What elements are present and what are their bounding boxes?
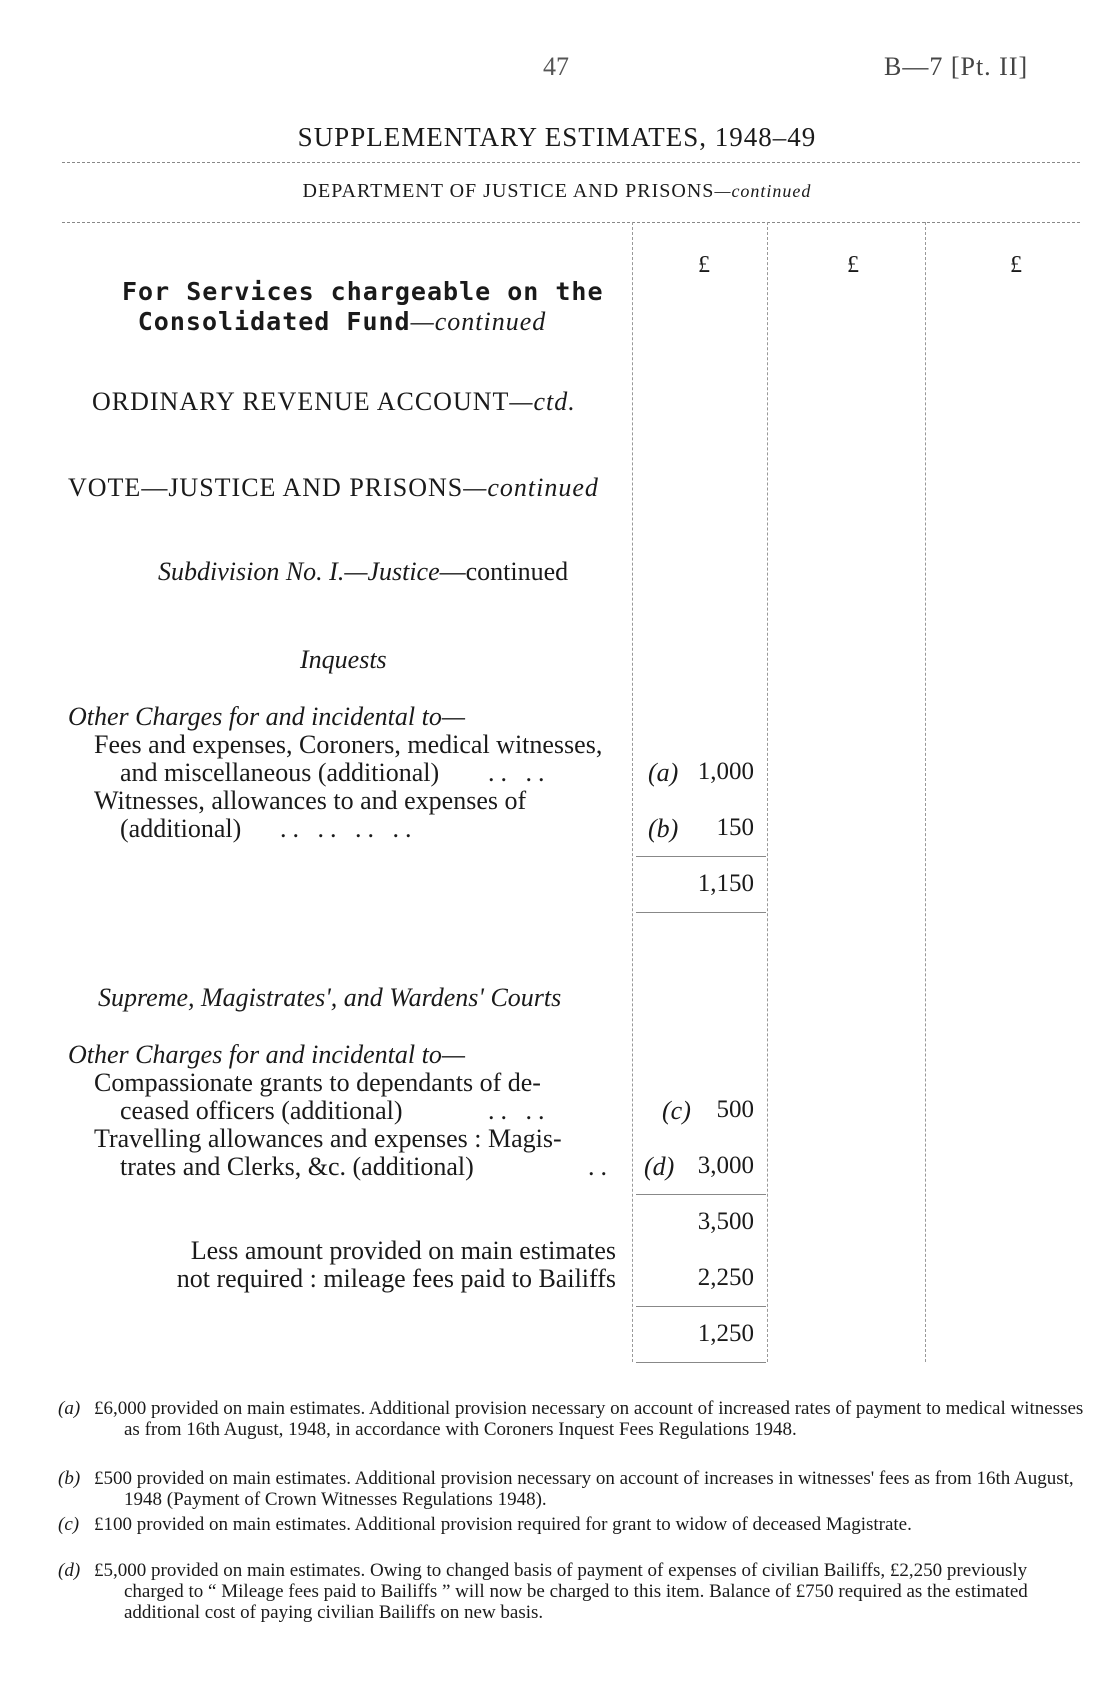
courts-item1-leaders: .. .. <box>488 1096 551 1125</box>
inquests-item2-amount: 150 <box>716 814 754 841</box>
department-suffix: —continued <box>714 181 812 201</box>
courts-total: 1,250 <box>697 1320 754 1347</box>
footnote-b <box>58 1468 1088 1510</box>
inquests-item1-ref: (a) <box>648 758 679 787</box>
column-divider-1 <box>632 222 633 1362</box>
courts-item1-ref: (c) <box>662 1096 691 1125</box>
inquests-item2-leaders: .. .. .. .. <box>280 814 418 843</box>
footnote-text: £500 provided on main estimates. Additional provision necessary on account of increases in witnesses' fees as from 16th August, 1948 (Payment of Crown Witnesses Regulations 1948). <box>94 1468 1074 1510</box>
inquests-item2-ref: (b) <box>648 814 679 843</box>
department-title <box>0 180 1114 203</box>
vote-name: VOTE—JUSTICE AND PRISONS <box>68 473 464 502</box>
column-divider-3 <box>925 222 926 1362</box>
footnote-text: £6,000 provided on main estimates. Additional provision necessary on account of increased rates of payment to medical witnesses as from 16th August, 1948, in accordance with Coroners Inquest Fees Regulations 1948. <box>94 1398 1084 1440</box>
courts-less-line2: not required : mileage fees paid to Bailiffs <box>176 1264 616 1293</box>
footnote-label: (b) <box>58 1468 81 1489</box>
footnote-a <box>58 1398 1088 1440</box>
inquests-total-underline <box>636 912 766 913</box>
courts-total-underline <box>636 1362 766 1363</box>
inquests-item1-amount: 1,000 <box>697 758 754 785</box>
inquests-item1-leaders: .. .. <box>488 758 551 787</box>
courts-item2-amount: 3,000 <box>697 1152 754 1179</box>
footnote-label: (c) <box>58 1514 80 1535</box>
inquests-item2-line1: Witnesses, allowances to and expenses of <box>94 786 527 815</box>
courts-heading: Supreme, Magistrates', and Wardens' Courts <box>98 983 562 1012</box>
courts-subtotal: 3,500 <box>697 1208 754 1235</box>
services-heading-suffix: —continued <box>410 307 547 336</box>
inquests-item1-line1: Fees and expenses, Coroners, medical witnesses, <box>94 730 603 759</box>
courts-item2-leaders: .. <box>588 1152 613 1181</box>
inquests-item2-line2: (additional) <box>120 814 242 843</box>
account-name: ORDINARY REVENUE ACCOUNT <box>92 387 510 416</box>
courts-other-charges: Other Charges for and incidental to— <box>68 1040 465 1069</box>
footnote-label: (d) <box>58 1560 81 1581</box>
courts-subtotal-rule <box>636 1194 766 1195</box>
inquests-total: 1,150 <box>697 870 754 897</box>
department-name: DEPARTMENT OF JUSTICE AND PRISONS <box>302 180 715 202</box>
inquests-total-rule <box>636 856 766 857</box>
subdivision-name: Subdivision No. I.—Justice <box>158 557 440 586</box>
inquests-heading: Inquests <box>300 645 387 674</box>
column-divider-2 <box>767 222 768 1362</box>
courts-less-line1: Less amount provided on main estimates <box>190 1236 616 1265</box>
footnote-text: £5,000 provided on main estimates. Owing to changed basis of payment of expenses of civilian Bailiffs, £2,250 previously charged to “ Mileage fees paid to Bailiffs ” will now be charged to this item. Balance of £750 required as the estimated additional cost of paying civilian Bailiffs on new basis. <box>94 1560 1028 1623</box>
services-heading-line1: For Services chargeable on the <box>122 277 604 306</box>
footnote-c <box>58 1514 1088 1535</box>
courts-item1-line2: ceased officers (additional) <box>120 1096 403 1125</box>
subdivision-suffix: —continued <box>439 557 569 586</box>
courts-item2-line1: Travelling allowances and expenses : Magis- <box>94 1124 562 1153</box>
document-reference: B—7 [Pt. II] <box>884 52 1029 81</box>
courts-item1-amount: 500 <box>716 1096 754 1123</box>
courts-item2-line2: trates and Clerks, &c. (additional) <box>120 1152 474 1181</box>
account-heading <box>92 387 576 417</box>
courts-item1-line1: Compassionate grants to dependants of de- <box>94 1068 541 1097</box>
footnote-text: £100 provided on main estimates. Additional provision required for grant to widow of deceased Magistrate. <box>94 1514 912 1535</box>
account-suffix: —ctd. <box>509 387 576 416</box>
inquests-item1-line2: and miscellaneous (additional) <box>120 758 440 787</box>
header-divider <box>62 222 1080 223</box>
page-number: 47 <box>543 52 569 81</box>
services-heading-line2 <box>122 307 562 337</box>
footnote-label: (a) <box>58 1398 81 1419</box>
currency-heading-1: £ <box>698 252 710 278</box>
currency-heading-2: £ <box>847 252 859 278</box>
courts-total-rule <box>636 1306 766 1307</box>
subdivision-heading <box>158 557 568 587</box>
title-divider <box>62 162 1080 163</box>
inquests-other-charges: Other Charges for and incidental to— <box>68 702 465 731</box>
currency-heading-3: £ <box>1010 252 1022 278</box>
vote-suffix: —continued <box>463 473 599 502</box>
courts-item2-ref: (d) <box>644 1152 675 1181</box>
page-title: SUPPLEMENTARY ESTIMATES, 1948–49 <box>297 122 817 152</box>
footnote-d <box>58 1560 1088 1623</box>
courts-less-amount: 2,250 <box>697 1264 754 1291</box>
vote-heading <box>68 473 599 503</box>
services-heading-fund: Consolidated Fund <box>137 307 411 336</box>
